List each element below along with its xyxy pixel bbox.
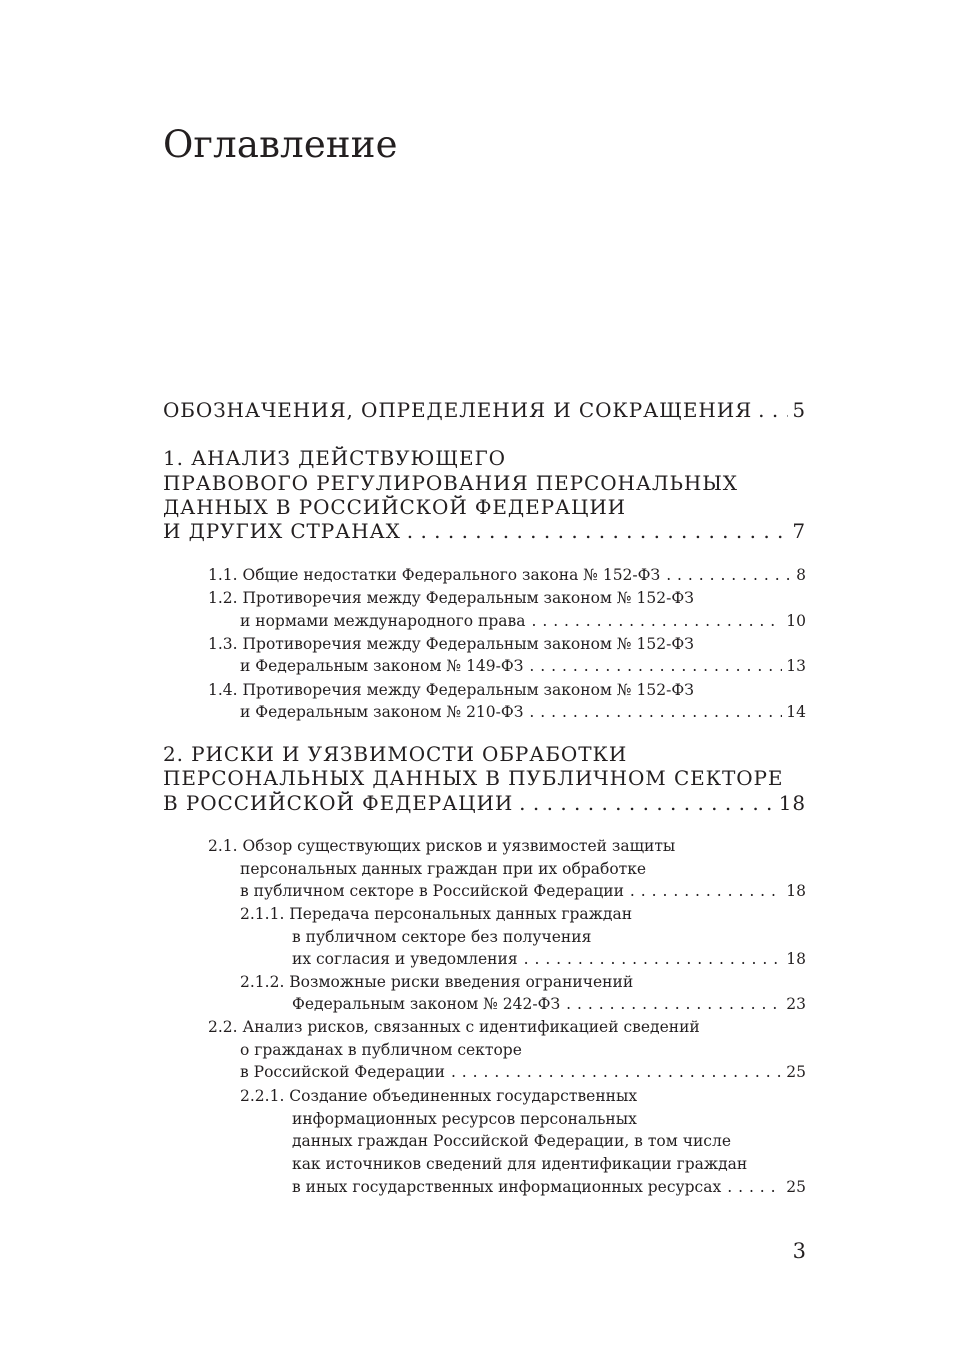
toc-page-number: 18 — [786, 882, 806, 900]
toc-entry-line: 2.1. Обзор существующих рисков и уязвимостей защиты — [208, 837, 676, 855]
leader-dots — [666, 564, 792, 586]
page-title: Оглавление — [163, 123, 398, 166]
toc-entry-line: в иных государственных информационных ресурсах — [292, 1178, 722, 1196]
leader-dots — [519, 791, 775, 815]
toc-page-number: 5 — [792, 398, 806, 422]
toc-page-number: 10 — [786, 612, 806, 630]
leader-dots — [758, 398, 788, 422]
toc-page-number: 7 — [792, 519, 806, 543]
toc-page-number: 23 — [786, 995, 806, 1013]
toc-entry-line: 2.2. Анализ рисков, связанных с идентификацией сведений — [208, 1018, 700, 1036]
toc-entry-line: 2.1.1. Передача персональных данных граждан — [240, 905, 633, 923]
toc-entry-last-line — [163, 519, 806, 543]
toc-entry-line: и Федеральным законом № 149-ФЗ — [240, 657, 524, 675]
toc-entry-title: 1.1. Общие недостатки Федерального закона № 152-ФЗ — [208, 566, 661, 584]
toc-entry-last-line — [240, 880, 806, 902]
toc-page-number: 25 — [786, 1178, 806, 1196]
leader-dots — [451, 1061, 782, 1083]
toc-entry-line: и нормами международного права — [240, 612, 526, 630]
leader-dots — [566, 993, 782, 1015]
toc-page-number: 25 — [786, 1063, 806, 1081]
leader-dots — [630, 880, 782, 902]
toc-entry-line: персональных данных граждан при их обработке — [240, 860, 647, 878]
leader-dots — [727, 1176, 782, 1198]
toc-entry-line: в публичном секторе без получения — [292, 928, 592, 946]
toc-entry-line: ПЕРСОНАЛЬНЫХ ДАННЫХ В ПУБЛИЧНОМ СЕКТОРЕ — [163, 766, 784, 790]
toc-entry-line: ПРАВОВОГО РЕГУЛИРОВАНИЯ ПЕРСОНАЛЬНЫХ — [163, 471, 738, 495]
page-number: 3 — [792, 1239, 806, 1263]
toc-entry-line: и Федеральным законом № 210-ФЗ — [240, 703, 524, 721]
toc-entry-line: 2. РИСКИ И УЯЗВИМОСТИ ОБРАБОТКИ — [163, 742, 628, 766]
toc-entry-last-line — [240, 1061, 806, 1083]
toc-entry-line: в публичном секторе в Российской Федерации — [240, 882, 624, 900]
toc-page-number: 18 — [778, 791, 806, 815]
toc-entry-section-1-1[interactable] — [208, 564, 806, 586]
toc-entry-line: данных граждан Российской Федерации, в том числе — [292, 1132, 732, 1150]
toc-entry-last-line — [240, 701, 806, 723]
toc-entry-line: их согласия и уведомления — [292, 950, 518, 968]
toc-entry-line: 1.2. Противоречия между Федеральным законом № 152-ФЗ — [208, 589, 694, 607]
toc-entry-line: 1.4. Противоречия между Федеральным законом № 152-ФЗ — [208, 681, 694, 699]
leader-dots — [529, 701, 782, 723]
toc-entry-line: 1. АНАЛИЗ ДЕЙСТВУЮЩЕГО — [163, 446, 506, 470]
toc-entry-line: 2.2.1. Создание объединенных государственных — [240, 1087, 638, 1105]
toc-entry-line: как источников сведений для идентификации граждан — [292, 1155, 748, 1173]
toc-entry-line: информационных ресурсов персональных — [292, 1110, 637, 1128]
toc-entry-line: в Российской Федерации — [240, 1063, 445, 1081]
toc-page-number: 13 — [786, 657, 806, 675]
toc-entry-designations[interactable] — [163, 398, 806, 422]
toc-page-number: 8 — [796, 566, 806, 584]
leader-dots — [531, 610, 782, 632]
toc-entry-line: 1.3. Противоречия между Федеральным законом № 152-ФЗ — [208, 635, 694, 653]
toc-entry-line: о гражданах в публичном секторе — [240, 1041, 522, 1059]
toc-page-number: 18 — [786, 950, 806, 968]
toc-entry-last-line — [163, 791, 806, 815]
toc-entry-line: Федеральным законом № 242-ФЗ — [292, 995, 561, 1013]
toc-entry-last-line — [240, 610, 806, 632]
leader-dots — [524, 948, 783, 970]
toc-entry-last-line — [292, 948, 806, 970]
toc-entry-line: И ДРУГИХ СТРАНАХ — [163, 519, 401, 543]
toc-page-number: 14 — [786, 703, 806, 721]
leader-dots — [529, 655, 782, 677]
toc-entry-line: ДАННЫХ В РОССИЙСКОЙ ФЕДЕРАЦИИ — [163, 495, 627, 519]
toc-entry-last-line — [292, 1176, 806, 1198]
toc-entry-last-line — [240, 655, 806, 677]
toc-entry-line: В РОССИЙСКОЙ ФЕДЕРАЦИИ — [163, 791, 514, 815]
leader-dots — [407, 519, 789, 543]
toc-entry-title: ОБОЗНАЧЕНИЯ, ОПРЕДЕЛЕНИЯ И СОКРАЩЕНИЯ — [163, 398, 753, 422]
toc-entry-last-line — [292, 993, 806, 1015]
toc-entry-line: 2.1.2. Возможные риски введения ограничений — [240, 973, 634, 991]
